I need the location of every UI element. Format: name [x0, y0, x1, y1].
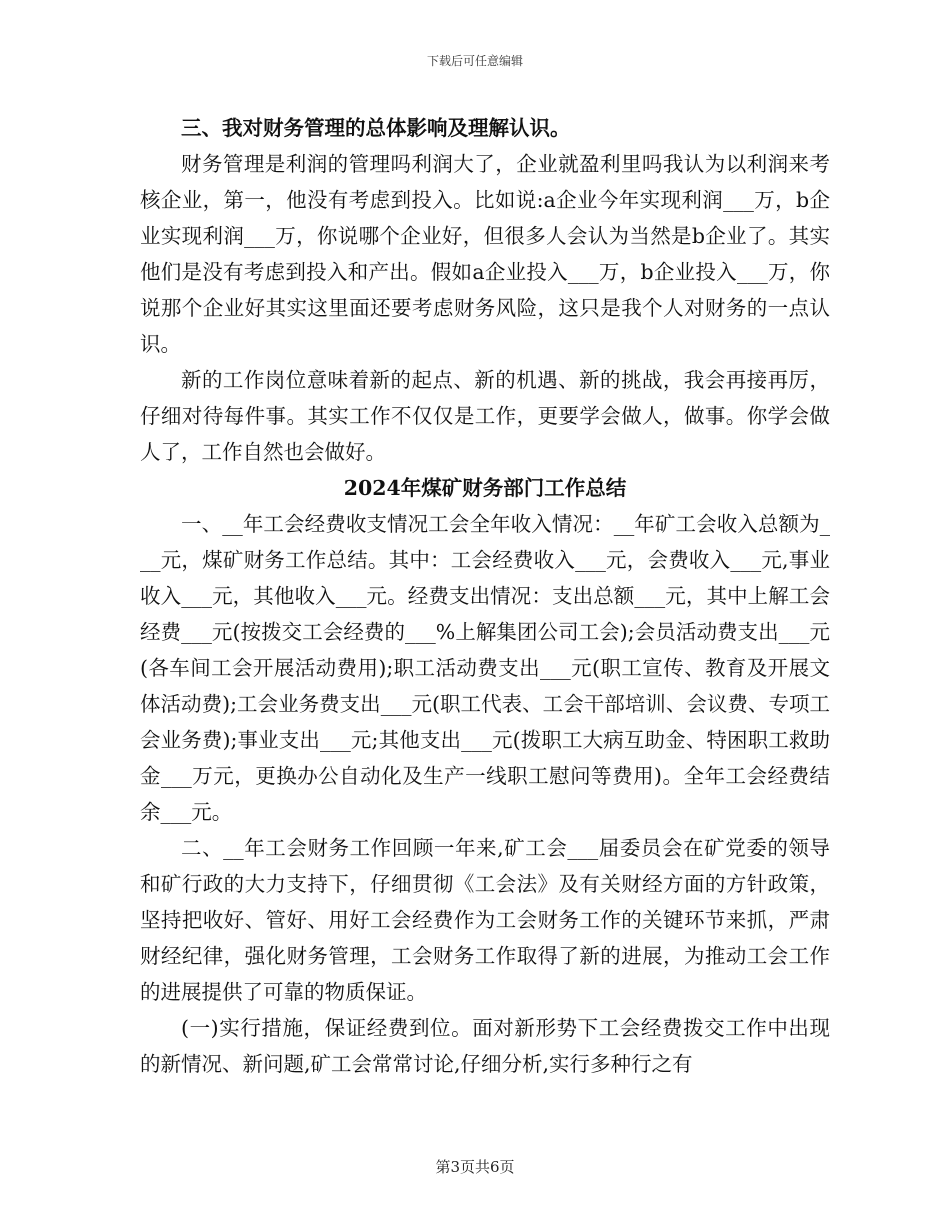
paragraph: 二、__年工会财务工作回顾一年来,矿工会___届委员会在矿党委的领导和矿行政的大力支持下，仔细贯彻《工会法》及有关财经方面的方针政策，坚持把收好、管好、用好工会经费作为工会财务工作的关键环节来抓，严肃财经纪律，强化财务管理，工会财务工作取得了新的进展，为推动工会工作的进展提供了可靠的物质保证。 — [140, 836, 830, 1004]
paragraph: 财务管理是利润的管理吗利润大了，企业就盈利里吗我认为以利润来考核企业，第一，他没有考虑到投入。比如说:a企业今年实现利润___万，b企业实现利润___万，你说哪个企业好，但很多人会认为当然是b企业了。其实他们是没有考虑到投入和产出。假如a企业投入___万，b企业投入___万，你说那个企业好其实这里面还要考虑财务风险，这只是我个人对财务的一点认识。 — [140, 152, 830, 356]
document-title: 2024年煤矿财务部门工作总结 — [343, 476, 627, 500]
paragraph: (一)实行措施，保证经费到位。面对新形势下工会经费拨交工作中出现的新情况、新问题,矿工会常常讨论,仔细分析,实行多种行之有 — [140, 1016, 830, 1076]
page-header: 下载后可任意编辑 — [426, 54, 523, 68]
paragraph: 一、__年工会经费收支情况工会全年收入情况：__年矿工会收入总额为___元，煤矿财务工作总结。其中：工会经费收入___元，会费收入___元,事业收入___元，其他收入___元。经费支出情况：支出总额___元，其中上解工会经费___元(按拨交工会经费的___%上解集团公司工会);会员活动费支出___元(各车间工会开展活动费用);职工活动费支出___元(职工宣传、教育及开展文体活动费);工会业务费支出___元(职工代表、工会干部培训、会议费、专项工会业务费);事业支出___元;其他支出___元(拨职工大病互助金、特困职工救助金___万元，更换办公自动化及生产一线职工慰问等费用)。全年工会经费结余___元。 — [140, 512, 830, 824]
paragraph: 新的工作岗位意味着新的起点、新的机遇、新的挑战，我会再接再厉，仔细对待每件事。其实工作不仅仅是工作，更要学会做人，做事。你学会做人了，工作自然也会做好。 — [140, 368, 830, 464]
document-body — [140, 110, 830, 1082]
page-number: 第3页共6页 — [435, 1158, 515, 1176]
section-heading: 三、我对财务管理的总体影响及理解认识。 — [181, 116, 571, 140]
